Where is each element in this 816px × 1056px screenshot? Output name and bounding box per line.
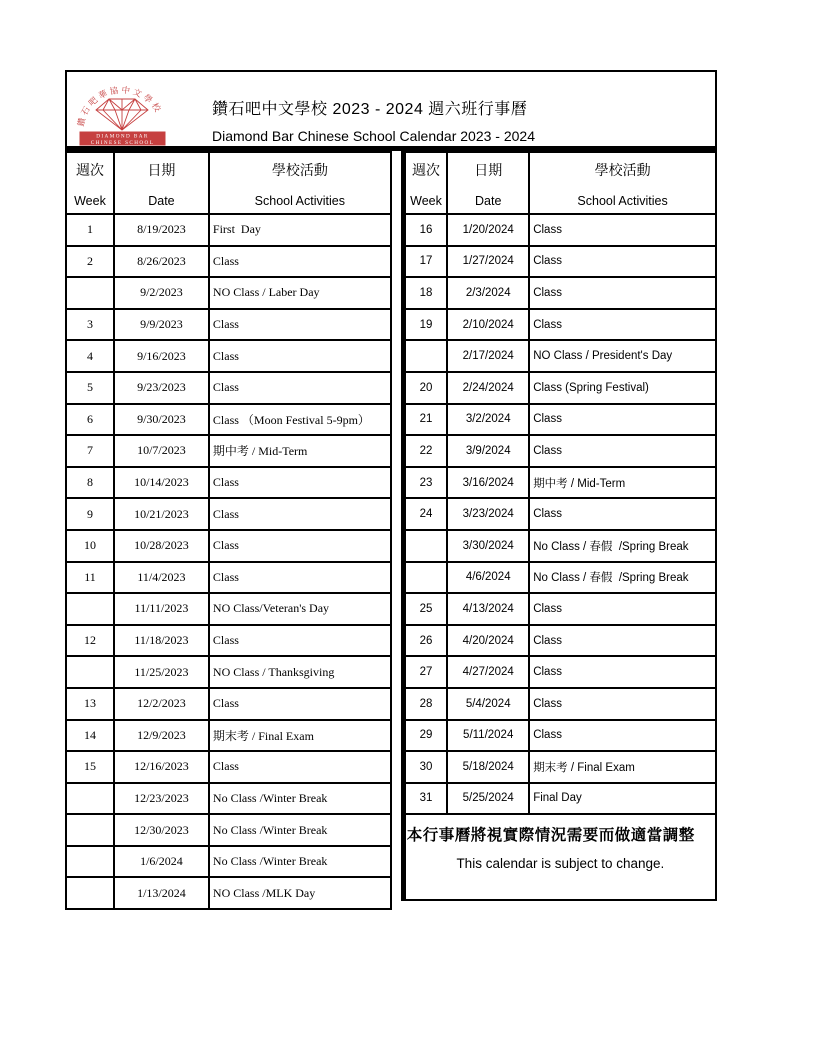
calendar-row [403,625,716,657]
activity-cell: 期中考 / Mid-Term [209,435,391,467]
week-cell [66,877,114,909]
date-cell: 2/10/2024 [447,309,529,341]
week-cell: 6 [66,404,114,436]
calendar-row [66,246,391,278]
activity-cell: No Class /Winter Break [209,783,391,815]
calendar-row [66,404,391,436]
activity-cell: No Class / 春假 /Spring Break [529,562,716,594]
activity-cell: Class （Moon Festival 5-9pm） [209,404,391,436]
activity-cell: First Day [209,214,391,246]
date-cell: 9/2/2023 [114,277,209,309]
date-cell: 5/25/2024 [447,783,529,815]
activity-cell: NO Class /MLK Day [209,877,391,909]
calendar-row [66,530,391,562]
week-cell: 7 [66,435,114,467]
date-cell: 9/16/2023 [114,340,209,372]
calendar-row [66,625,391,657]
week-cell: 30 [403,751,447,783]
activity-cell: 期末考 / Final Exam [529,751,716,783]
calendar-row [403,530,716,562]
date-cell: 12/9/2023 [114,720,209,752]
activity-cell: Class [209,340,391,372]
calendar-row [403,214,716,246]
activity-cell: 期中考 / Mid-Term [529,467,716,499]
activity-cell: Class [209,467,391,499]
week-cell: 11 [66,562,114,594]
date-cell: 3/30/2024 [447,530,529,562]
col-header-week [66,152,114,214]
activities-header-en: School Activities [254,194,345,208]
week-cell: 5 [66,372,114,404]
date-cell: 1/6/2024 [114,846,209,878]
week-cell [66,846,114,878]
week-cell [66,814,114,846]
activity-cell: Class [529,435,716,467]
fall-semester-table [65,151,392,910]
activity-cell: Class [209,562,391,594]
week-cell [66,277,114,309]
calendar-row [66,214,391,246]
week-cell: 2 [66,246,114,278]
activities-header-zh: 學校活動 [594,162,651,178]
table-header-row [66,152,391,214]
week-cell: 9 [66,498,114,530]
col-header-date [114,152,209,214]
week-cell: 8 [66,467,114,499]
document-title-chinese: 鑽石吧中文學校 2023 - 2024 週六班行事曆 [212,101,528,118]
activity-cell: Class [529,720,716,752]
calendar-row [403,309,716,341]
calendar-row [66,498,391,530]
col-header-date [447,152,529,214]
calendar-row [403,562,716,594]
week-cell: 23 [403,467,447,499]
activity-cell: 期末考 / Final Exam [209,720,391,752]
activity-cell: NO Class / President's Day [529,340,716,372]
calendar-tables [65,151,717,910]
calendar-row [403,656,716,688]
calendar-row [403,404,716,436]
calendar-row [66,593,391,625]
activity-cell: Class [529,277,716,309]
week-cell: 21 [403,404,447,436]
activity-cell: Class [529,404,716,436]
week-cell: 22 [403,435,447,467]
date-header-en: Date [475,194,502,208]
activities-header-zh: 學校活動 [271,162,328,178]
activity-cell: Class [529,688,716,720]
note-row [403,814,716,900]
diamond-logo-icon [73,83,172,146]
week-header-zh: 週次 [75,162,104,178]
activity-cell: No Class /Winter Break [209,814,391,846]
calendar-row [66,309,391,341]
week-cell: 17 [403,246,447,278]
activity-cell: Final Day [529,783,716,815]
calendar-row [66,846,391,878]
week-cell: 15 [66,751,114,783]
date-cell: 10/28/2023 [114,530,209,562]
week-cell: 25 [403,593,447,625]
calendar-document [65,70,717,910]
calendar-row [403,720,716,752]
note-english: This calendar is subject to change. [456,856,665,872]
week-cell: 20 [403,372,447,404]
week-cell [66,593,114,625]
date-cell: 2/3/2024 [447,277,529,309]
calendar-row [403,277,716,309]
activity-cell: Class (Spring Festival) [529,372,716,404]
week-cell [66,783,114,815]
activity-cell: Class [529,309,716,341]
date-cell: 10/14/2023 [114,467,209,499]
date-cell: 12/16/2023 [114,751,209,783]
activity-cell: No Class / 春假 /Spring Break [529,530,716,562]
date-cell: 3/9/2024 [447,435,529,467]
date-cell: 12/2/2023 [114,688,209,720]
week-cell: 13 [66,688,114,720]
week-header-en: Week [410,194,442,208]
week-cell: 3 [66,309,114,341]
activity-cell: Class [529,593,716,625]
activity-cell: Class [209,246,391,278]
week-cell: 10 [66,530,114,562]
week-cell: 4 [66,340,114,372]
calendar-row [403,435,716,467]
calendar-row [66,720,391,752]
date-cell: 4/20/2024 [447,625,529,657]
week-cell [403,562,447,594]
activity-cell: Class [529,498,716,530]
calendar-row [403,751,716,783]
date-cell: 11/18/2023 [114,625,209,657]
activity-cell: NO Class / Laber Day [209,277,391,309]
date-cell: 4/6/2024 [447,562,529,594]
week-cell: 27 [403,656,447,688]
calendar-row [66,277,391,309]
week-cell: 12 [66,625,114,657]
col-header-week [403,152,447,214]
calendar-row [66,814,391,846]
calendar-row [66,562,391,594]
calendar-row [403,340,716,372]
week-cell: 31 [403,783,447,815]
date-cell: 3/16/2024 [447,467,529,499]
calendar-row [66,656,391,688]
activity-cell: Class [529,625,716,657]
date-cell: 5/18/2024 [447,751,529,783]
school-logo [73,83,172,146]
date-cell: 5/4/2024 [447,688,529,720]
date-cell: 10/7/2023 [114,435,209,467]
spring-semester-table [401,151,717,901]
svg-text:鑽石吧華協中文學校: 鑽石吧華協中文學校 [75,84,165,128]
calendar-row [403,246,716,278]
activity-cell: Class [209,751,391,783]
calendar-row [66,877,391,909]
calendar-row [403,467,716,499]
activity-cell: Class [529,246,716,278]
week-cell: 14 [66,720,114,752]
date-cell: 4/27/2024 [447,656,529,688]
note-chinese: 本行事曆將視實際情況需要而做適當調整 [406,827,695,845]
activity-cell: Class [529,214,716,246]
activity-cell: Class [209,530,391,562]
week-cell: 26 [403,625,447,657]
week-cell: 24 [403,498,447,530]
date-cell: 9/23/2023 [114,372,209,404]
date-header-zh: 日期 [474,162,503,178]
date-cell: 11/11/2023 [114,593,209,625]
week-header-zh: 週次 [411,162,440,178]
calendar-row [66,688,391,720]
activities-header-en: School Activities [577,194,668,208]
week-cell: 19 [403,309,447,341]
activity-cell: NO Class/Veteran's Day [209,593,391,625]
week-cell: 1 [66,214,114,246]
logo-banner-line1: DIAMOND BAR [96,133,149,140]
week-cell: 18 [403,277,447,309]
date-cell: 11/25/2023 [114,656,209,688]
calendar-row [66,751,391,783]
activity-cell: NO Class / Thanksgiving [209,656,391,688]
week-cell [66,656,114,688]
calendar-row [66,435,391,467]
note-box [403,814,716,900]
diamond-outline-icon [96,99,148,130]
date-cell: 3/2/2024 [447,404,529,436]
activity-cell: Class [209,688,391,720]
activity-cell: Class [529,656,716,688]
activity-cell: Class [209,625,391,657]
calendar-row [403,783,716,815]
activity-cell: Class [209,372,391,404]
date-header-en: Date [148,194,175,208]
activity-cell: No Class /Winter Break [209,846,391,878]
date-cell: 1/20/2024 [447,214,529,246]
date-cell: 9/9/2023 [114,309,209,341]
week-cell: 28 [403,688,447,720]
activity-cell: Class [209,498,391,530]
week-cell: 29 [403,720,447,752]
logo-banner-line2: CHINESE SCHOOL [90,140,155,146]
table-header-row [403,152,716,214]
week-header-en: Week [74,194,106,208]
calendar-row [403,498,716,530]
calendar-row [66,372,391,404]
activity-cell: Class [209,309,391,341]
date-cell: 8/26/2023 [114,246,209,278]
week-cell [403,530,447,562]
calendar-row [403,372,716,404]
calendar-row [66,340,391,372]
calendar-row [403,688,716,720]
date-cell: 3/23/2024 [447,498,529,530]
date-cell: 5/11/2024 [447,720,529,752]
week-cell [403,340,447,372]
document-title-english: Diamond Bar Chinese School Calendar 2023 - 2024 [212,128,535,144]
date-cell: 11/4/2023 [114,562,209,594]
title-block [212,96,535,149]
date-cell: 1/27/2024 [447,246,529,278]
date-cell: 2/17/2024 [447,340,529,372]
date-cell: 4/13/2024 [447,593,529,625]
date-cell: 1/13/2024 [114,877,209,909]
document-header [65,70,717,146]
date-cell: 9/30/2023 [114,404,209,436]
col-header-activities [529,152,716,214]
calendar-row [66,467,391,499]
date-cell: 12/23/2023 [114,783,209,815]
date-cell: 10/21/2023 [114,498,209,530]
date-header-zh: 日期 [147,162,176,178]
date-cell: 8/19/2023 [114,214,209,246]
calendar-row [403,593,716,625]
date-cell: 2/24/2024 [447,372,529,404]
calendar-row [66,783,391,815]
week-cell: 16 [403,214,447,246]
col-header-activities [209,152,391,214]
date-cell: 12/30/2023 [114,814,209,846]
